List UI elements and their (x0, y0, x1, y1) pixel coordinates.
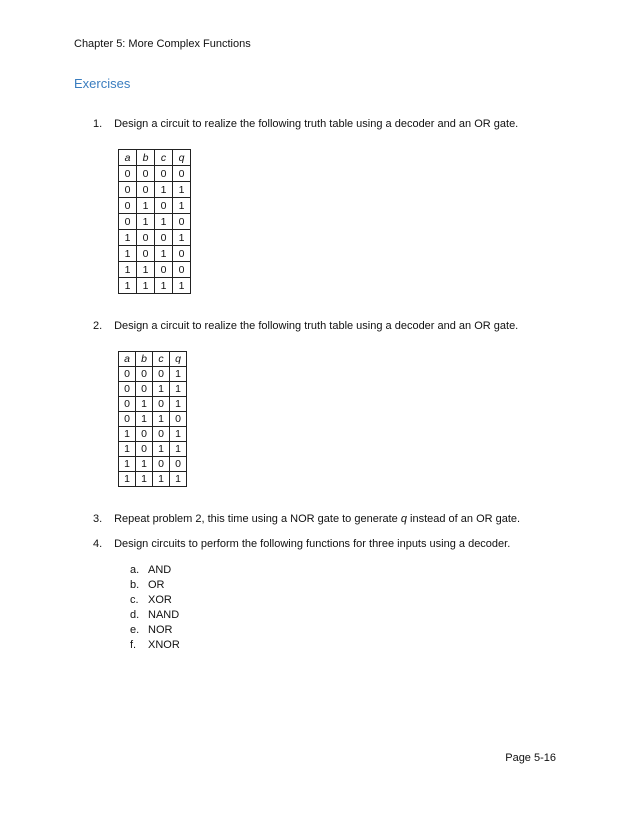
problem-number: 2. (93, 320, 103, 332)
table-cell: 1 (155, 214, 173, 230)
table-cell: 1 (170, 427, 187, 442)
table-cell: 0 (119, 182, 137, 198)
table-cell: 1 (173, 182, 191, 198)
table-cell: 0 (137, 246, 155, 262)
column-header: a (119, 352, 136, 367)
table-cell: 0 (119, 198, 137, 214)
table-cell: 1 (155, 278, 173, 294)
table-cell: 0 (136, 442, 153, 457)
problem-1 (93, 118, 518, 130)
table-cell: 1 (119, 457, 136, 472)
problem-text: Design a circuit to realize the following truth table using a decoder and an OR gate. (114, 320, 519, 332)
table-cell: 1 (119, 230, 137, 246)
table-cell: 1 (170, 382, 187, 397)
table-cell: 1 (170, 367, 187, 382)
table-cell: 0 (119, 214, 137, 230)
section-title: Exercises (74, 76, 131, 91)
subitem-text: AND (148, 564, 172, 576)
table-cell: 1 (119, 442, 136, 457)
column-header: q (173, 150, 191, 166)
table-cell: 1 (153, 442, 170, 457)
table-row (119, 230, 191, 246)
subitem-text: NOR (148, 624, 173, 636)
table-row (119, 412, 187, 427)
table-row (119, 457, 187, 472)
table-row (119, 262, 191, 278)
column-header: b (136, 352, 153, 367)
table-cell: 0 (153, 367, 170, 382)
table-cell: 0 (173, 166, 191, 182)
subitem-xnor (130, 639, 180, 651)
table-row (119, 397, 187, 412)
table-cell: 1 (137, 278, 155, 294)
table-cell: 0 (137, 182, 155, 198)
subitem-letter: a. (130, 564, 140, 576)
table-cell: 0 (119, 166, 137, 182)
table-cell: 1 (170, 472, 187, 487)
table-cell: 0 (119, 412, 136, 427)
table-row (119, 278, 191, 294)
table-cell: 0 (173, 214, 191, 230)
page-number: Page 5-16 (505, 752, 556, 764)
table-row (119, 442, 187, 457)
table-row (119, 246, 191, 262)
problem-number: 1. (93, 118, 103, 130)
subitem-letter: f. (130, 639, 137, 651)
table-row (119, 367, 187, 382)
table-cell: 0 (155, 166, 173, 182)
column-header: c (155, 150, 173, 166)
table-cell: 1 (136, 472, 153, 487)
table-cell: 0 (153, 427, 170, 442)
table-cell: 1 (137, 262, 155, 278)
subitem-letter: e. (130, 624, 140, 636)
table-cell: 1 (170, 442, 187, 457)
table-row (119, 166, 191, 182)
subitem-text: OR (148, 579, 165, 591)
table-cell: 0 (136, 367, 153, 382)
table-header-row (119, 352, 187, 367)
subitem-text: XOR (148, 594, 172, 606)
table-row (119, 382, 187, 397)
variable-q: q (400, 513, 407, 525)
subitem-xor (130, 594, 172, 606)
table-cell: 0 (137, 230, 155, 246)
table-cell: 1 (153, 472, 170, 487)
subitem-letter: d. (130, 609, 140, 621)
table-cell: 1 (137, 214, 155, 230)
table-row (119, 427, 187, 442)
table-cell: 0 (155, 230, 173, 246)
problem-text-after: instead of an OR gate. (406, 513, 521, 525)
table-cell: 1 (170, 397, 187, 412)
table-row (119, 472, 187, 487)
truth-table-2 (118, 351, 187, 487)
problem-text-before: Repeat problem 2, this time using a NOR gate to generate (114, 513, 401, 525)
subitem-or (130, 579, 165, 591)
problem-2 (93, 320, 518, 332)
truth-table-1 (118, 149, 191, 294)
table-cell: 1 (136, 412, 153, 427)
problem-3 (93, 513, 520, 525)
subitem-nand (130, 609, 179, 621)
table-cell: 0 (170, 412, 187, 427)
subitem-letter: c. (130, 594, 139, 606)
subitem-text: NAND (148, 609, 180, 621)
table-cell: 1 (173, 230, 191, 246)
table-cell: 0 (119, 397, 136, 412)
table-cell: 1 (136, 457, 153, 472)
problem-number: 3. (93, 513, 103, 525)
table-cell: 0 (173, 246, 191, 262)
subitem-and (130, 564, 171, 576)
column-header: c (153, 352, 170, 367)
table-header-row (119, 150, 191, 166)
table-cell: 1 (119, 278, 137, 294)
table-cell: 0 (155, 262, 173, 278)
table-cell: 1 (137, 198, 155, 214)
column-header: b (137, 150, 155, 166)
table-row (119, 182, 191, 198)
table-cell: 0 (173, 262, 191, 278)
subitem-text: XNOR (148, 639, 180, 651)
table-cell: 0 (153, 457, 170, 472)
table-cell: 0 (119, 367, 136, 382)
table-cell: 0 (155, 198, 173, 214)
table-cell: 1 (119, 427, 136, 442)
page-header: Chapter 5: More Complex Functions (74, 38, 251, 50)
table-row (119, 198, 191, 214)
table-cell: 1 (155, 246, 173, 262)
subitem-nor (130, 624, 172, 636)
table-cell: 1 (153, 382, 170, 397)
table-cell: 1 (153, 412, 170, 427)
table-cell: 0 (136, 427, 153, 442)
table-cell: 0 (170, 457, 187, 472)
column-header: q (170, 352, 187, 367)
table-cell: 1 (155, 182, 173, 198)
table-cell: 1 (119, 472, 136, 487)
subitem-letter: b. (130, 579, 140, 591)
table-cell: 1 (119, 262, 137, 278)
table-cell: 1 (173, 198, 191, 214)
table-cell: 0 (153, 397, 170, 412)
problem-text: Design a circuit to realize the following truth table using a decoder and an OR gate. (114, 118, 519, 130)
table-row (119, 214, 191, 230)
table-cell: 0 (136, 382, 153, 397)
table-cell: 1 (119, 246, 137, 262)
table-cell: 1 (173, 278, 191, 294)
problem-4 (93, 538, 510, 550)
problem-text: Design circuits to perform the following functions for three inputs using a decoder. (114, 538, 511, 550)
table-cell: 1 (136, 397, 153, 412)
table-cell: 0 (137, 166, 155, 182)
column-header: a (119, 150, 137, 166)
table-cell: 0 (119, 382, 136, 397)
problem-number: 4. (93, 538, 103, 550)
